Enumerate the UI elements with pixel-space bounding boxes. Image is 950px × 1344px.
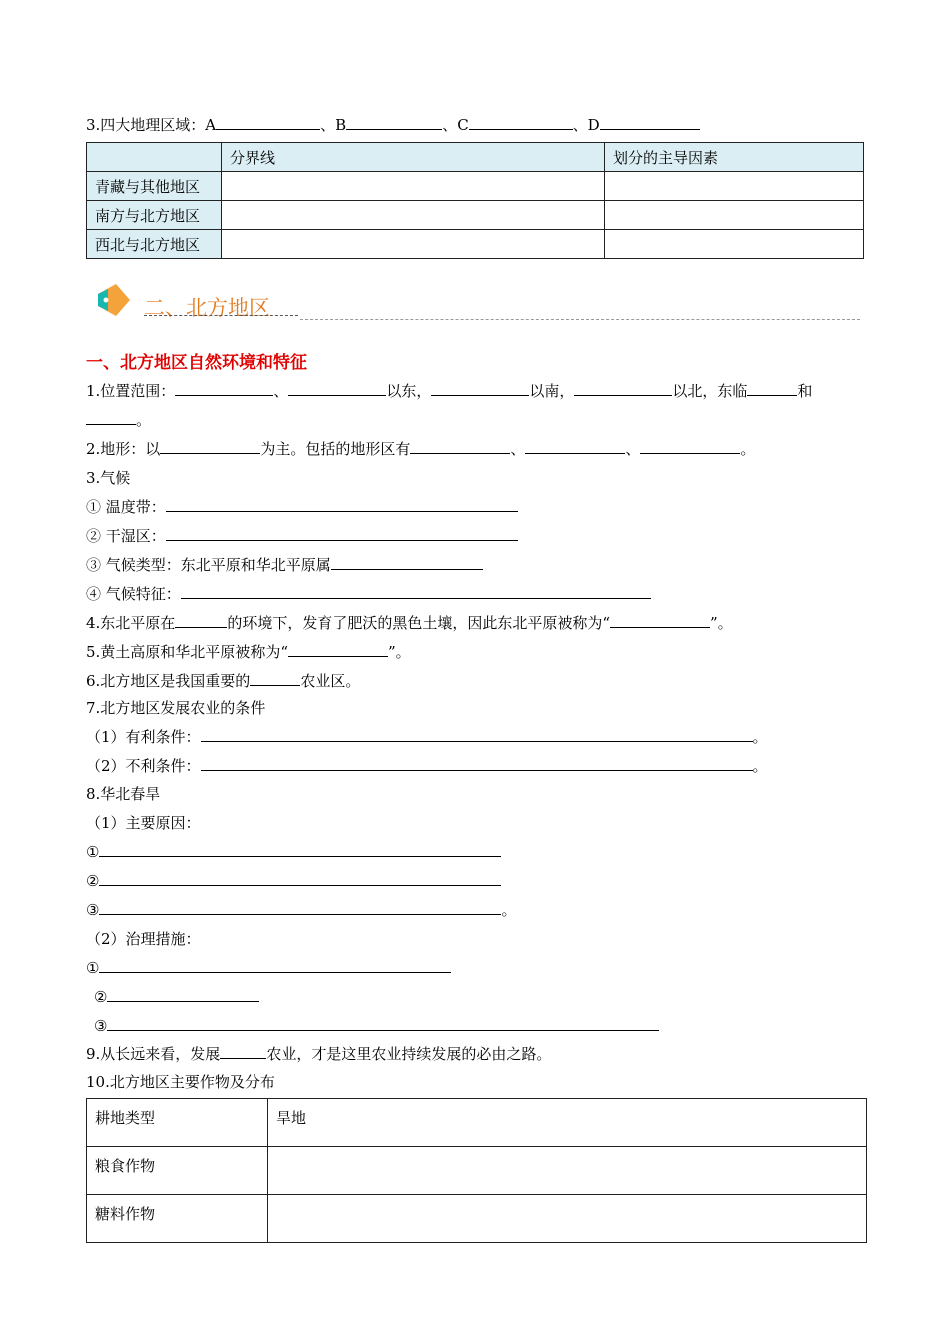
q1-line-cont (86, 410, 151, 430)
q1-line (86, 381, 812, 401)
q6-line (86, 671, 360, 691)
number-marker: ③ (94, 1017, 108, 1035)
q1-text: 。 (136, 411, 152, 429)
number-marker: ② (94, 988, 108, 1006)
climate-temp-label: ① 温度带： (86, 498, 166, 516)
blank[interactable] (525, 439, 625, 454)
blank[interactable] (201, 727, 753, 742)
table-cell[interactable] (605, 172, 864, 201)
q7-bad-line (86, 756, 768, 776)
table-cell[interactable] (605, 230, 864, 259)
blank[interactable] (99, 958, 451, 973)
table-cell[interactable]: 旱地 (268, 1099, 867, 1147)
blank[interactable] (175, 613, 227, 628)
climate-feature-label: ④ 气候特征： (86, 585, 181, 603)
climate-dry-label: ② 干湿区： (86, 527, 166, 545)
table-row (87, 1147, 867, 1195)
period: 。 (752, 728, 768, 746)
blank[interactable] (747, 381, 797, 396)
number-marker: ③ (86, 901, 100, 919)
table-row-label: 青藏与其他地区 (87, 172, 222, 201)
subsection-heading: 一、北方地区自然环境和特征 (86, 353, 307, 373)
table-cell[interactable] (222, 201, 605, 230)
q1-text: 和 (797, 382, 813, 400)
q7-good-line (86, 727, 768, 747)
q1-text: 以北，东临 (672, 382, 748, 400)
table-cell[interactable] (222, 172, 605, 201)
climate-feature-line (86, 584, 651, 604)
q8-measure-label: （2）治理措施： (86, 930, 201, 948)
blank-c[interactable] (469, 115, 573, 130)
q6-label: 6.北方地区是我国重要的 (86, 672, 251, 690)
q3-b-label: 、B (320, 116, 347, 134)
blank[interactable] (99, 900, 501, 915)
number-marker: ② (86, 872, 100, 890)
blank[interactable] (181, 584, 651, 599)
q8-cause-2 (86, 871, 501, 891)
crop-table (86, 1098, 867, 1243)
blank[interactable] (250, 671, 300, 686)
q1-label: 1.位置范围： (86, 382, 176, 400)
blank[interactable] (86, 410, 136, 425)
q9-text: 农业，才是这里农业持续发展的必由之路。 (266, 1045, 552, 1063)
q3-d-label: 、D (572, 116, 600, 134)
q2-text: 。 (740, 440, 756, 458)
q4-line (86, 613, 733, 633)
q7-good-label: （1）有利条件： (86, 728, 201, 746)
section-divider (300, 319, 860, 320)
q1-text: 以东， (386, 382, 432, 400)
region-boundary-table (86, 142, 864, 259)
table-row (87, 230, 864, 259)
blank[interactable] (410, 439, 510, 454)
q8-measure-1 (86, 958, 451, 978)
table-row-label: 西北与北方地区 (87, 230, 222, 259)
blank-d[interactable] (600, 115, 700, 130)
blank[interactable] (431, 381, 529, 396)
q8-measure-2 (94, 987, 259, 1007)
blank[interactable] (288, 642, 388, 657)
q9-label: 9.从长远来看，发展 (86, 1045, 221, 1063)
table-header-cell: 划分的主导因素 (605, 143, 864, 172)
q7-title: 7.北方地区发展农业的条件 (86, 699, 266, 717)
blank-b[interactable] (346, 115, 442, 130)
table-row-label: 南方与北方地区 (87, 201, 222, 230)
q6-text: 农业区。 (300, 672, 361, 690)
q5-line (86, 642, 411, 662)
q9-line (86, 1044, 551, 1064)
climate-temp-line (86, 497, 518, 517)
table-row (87, 1195, 867, 1243)
table-row (87, 172, 864, 201)
table-row-label: 耕地类型 (87, 1099, 268, 1147)
q4-label: 4.东北平原在 (86, 614, 176, 632)
number-marker: ① (86, 843, 100, 861)
table-cell[interactable] (268, 1195, 867, 1243)
q8-cause-label: （1）主要原因： (86, 814, 201, 832)
blank[interactable] (166, 497, 518, 512)
q2-text: 、 (510, 440, 526, 458)
q3-line (86, 115, 700, 135)
q8-cause-3 (86, 900, 516, 920)
number-marker: ① (86, 959, 100, 977)
table-cell[interactable] (222, 230, 605, 259)
q8-title: 8.华北春旱 (86, 785, 161, 803)
q7-bad-label: （2）不利条件： (86, 757, 201, 775)
q2-label: 2.地形：以 (86, 440, 161, 458)
blank[interactable] (574, 381, 672, 396)
climate-type-line (86, 555, 483, 575)
q4-text: 的环境下，发育了肥沃的黑色土壤，因此东北平原被称为“ (227, 614, 610, 632)
blank[interactable] (640, 439, 740, 454)
period: 。 (752, 757, 768, 775)
blank[interactable] (166, 526, 518, 541)
period: 。 (501, 901, 517, 919)
q8-cause-1 (86, 842, 501, 862)
q5-label: 5.黄土高原和华北平原被称为“ (86, 643, 288, 661)
blank[interactable] (288, 381, 386, 396)
table-row-label: 粮食作物 (87, 1147, 268, 1195)
tag-icon (94, 280, 134, 320)
blank[interactable] (99, 842, 501, 857)
blank[interactable] (201, 756, 753, 771)
blank[interactable] (175, 381, 273, 396)
q5-text: ”。 (387, 643, 411, 661)
q3-c-label: 、C (442, 116, 469, 134)
table-row-label: 糖料作物 (87, 1195, 268, 1243)
q3-label: 3.四大地理区域：A (86, 116, 217, 134)
section-title: 二、北方地区 (144, 296, 270, 320)
q4-text: ”。 (709, 614, 733, 632)
q2-line (86, 439, 755, 459)
blank[interactable] (107, 987, 259, 1002)
blank[interactable] (331, 555, 483, 570)
table-header-cell: 分界线 (222, 143, 605, 172)
q1-text: 以南， (529, 382, 575, 400)
blank[interactable] (99, 871, 501, 886)
q2-text: 为主。包括的地形区有 (260, 440, 411, 458)
q1-text: 、 (273, 382, 289, 400)
table-header-cell (87, 143, 222, 172)
blank[interactable] (107, 1016, 659, 1031)
table-row (87, 201, 864, 230)
q10-title: 10.北方地区主要作物及分布 (86, 1073, 275, 1091)
blank[interactable] (610, 613, 710, 628)
section-header (86, 280, 866, 325)
table-cell[interactable] (268, 1147, 867, 1195)
blank-a[interactable] (216, 115, 320, 130)
q8-measure-3 (94, 1016, 659, 1036)
q2-text: 、 (625, 440, 641, 458)
blank[interactable] (160, 439, 260, 454)
climate-dry-line (86, 526, 518, 546)
blank[interactable] (220, 1044, 266, 1059)
section-underline (144, 315, 298, 316)
q3-climate-title: 3.气候 (86, 469, 131, 487)
table-row (87, 1099, 867, 1147)
table-row (87, 143, 864, 172)
table-cell[interactable] (605, 201, 864, 230)
climate-type-label: ③ 气候类型：东北平原和华北平原属 (86, 556, 331, 574)
